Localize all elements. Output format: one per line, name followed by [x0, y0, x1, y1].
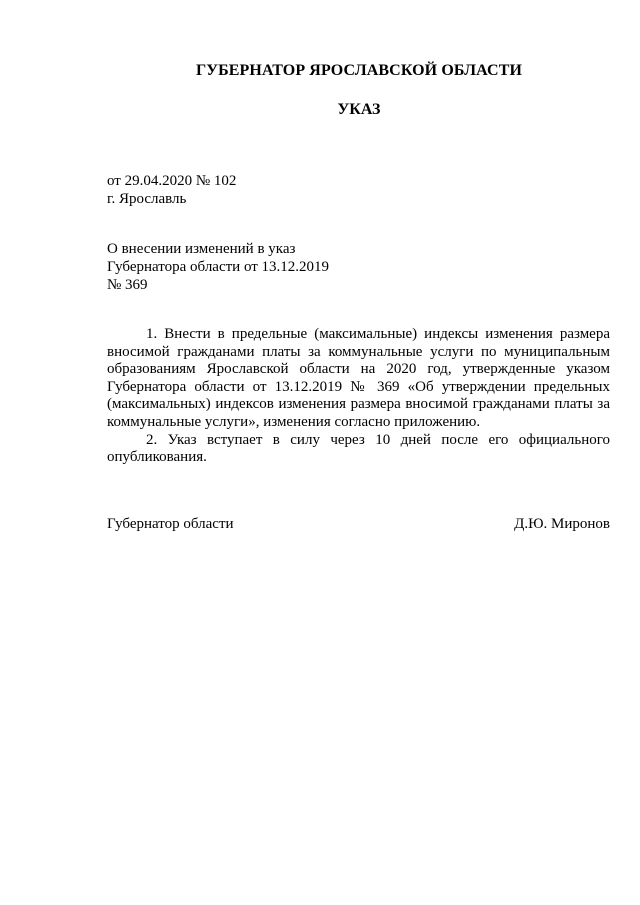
- signatory-position: Губернатор области: [107, 516, 234, 532]
- subject-line: № 369: [107, 277, 148, 293]
- body-paragraph: 1. Внести в предельные (максимальные) индексы изменения размера вносимой гражданами платы за коммунальные услуги по муниципальным образованиям Ярославской области на 2020 год, утвержденные указом Губернатора области от 13.12.2019 № 369 «Об утверждении предельных (максимальных) индексов изменения размера вносимой гражданами платы за коммунальные услуги», изменения согласно приложению.: [107, 326, 610, 430]
- signatory-name: Д.Ю. Миронов: [514, 516, 610, 532]
- subject-line: Губернатора области от 13.12.2019: [107, 259, 330, 275]
- document-subject: [107, 240, 347, 294]
- subject-line: О внесении изменений в указ: [107, 241, 296, 257]
- city: г. Ярославль: [107, 191, 187, 207]
- document-type: УКАЗ: [337, 101, 381, 118]
- issuer-title: ГУБЕРНАТОР ЯРОСЛАВСКОЙ ОБЛАСТИ: [195, 62, 523, 79]
- document-meta: [107, 172, 236, 208]
- date-number: от 29.04.2020 № 102: [107, 173, 237, 189]
- body-paragraph: 2. Указ вступает в силу через 10 дней после его официального опубликования.: [107, 431, 610, 466]
- document-body: [107, 326, 610, 467]
- signature-block: [107, 516, 610, 533]
